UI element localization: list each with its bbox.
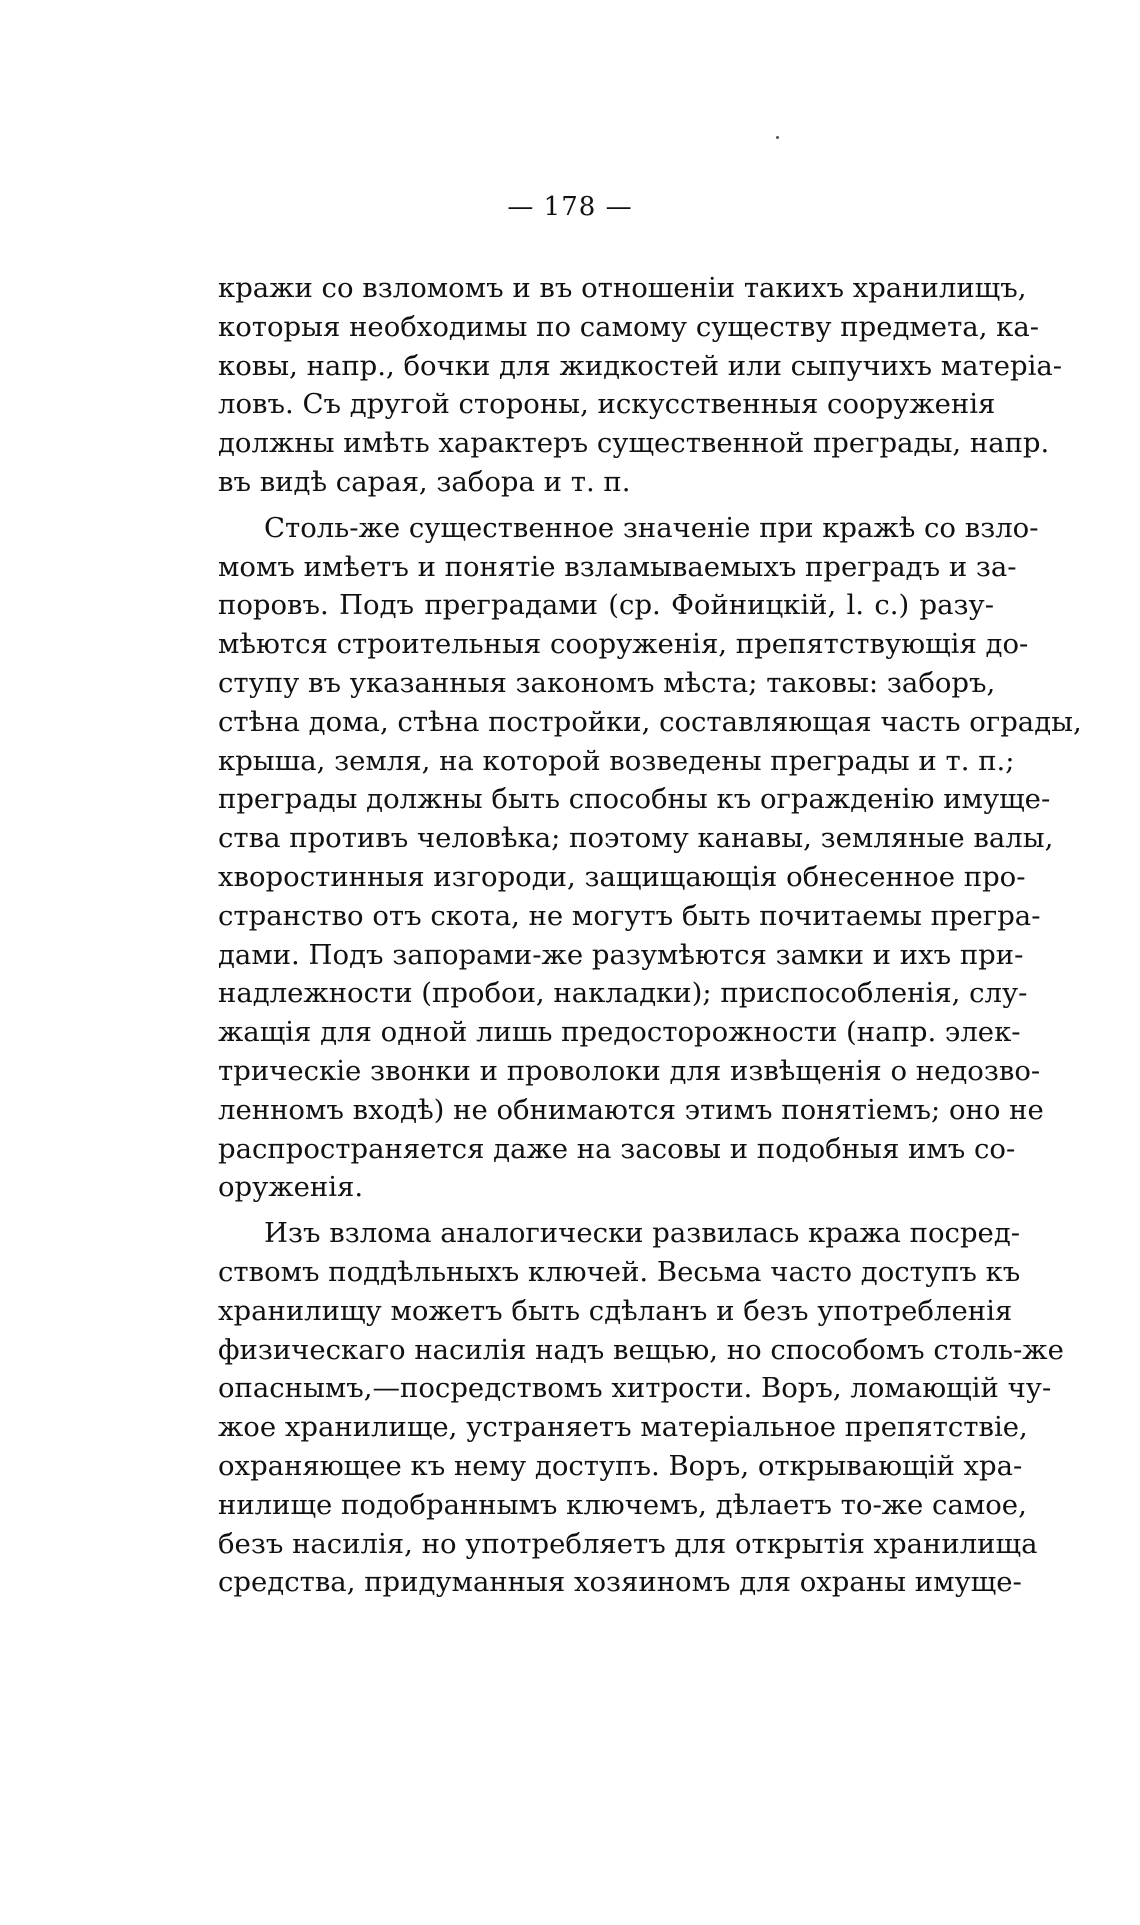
text-line: безъ насилія, но употребляетъ для открытія хранилища: [218, 1527, 1038, 1560]
text-line: которыя необходимы по самому существу предмета, ка-: [218, 310, 1040, 343]
text-line: ленномъ входѣ) не обнимаются этимъ понятіемъ; оно не: [218, 1093, 1044, 1126]
text-line: момъ имѣетъ и понятіе взламываемыхъ преградъ и за-: [218, 550, 1017, 583]
paragraph-3: [218, 1214, 1064, 1602]
text-line: нилище подобраннымъ ключемъ, дѣлаетъ то-же самое,: [218, 1488, 1027, 1521]
text-line: Изъ взлома аналогически развилась кража посред-: [264, 1217, 1021, 1250]
text-line: поровъ. Подъ преградами (ср. Фойницкій, l. c.) разу-: [218, 589, 994, 622]
text-line: хворостинныя изгороди, защищающія обнесенное про-: [218, 860, 1026, 893]
text-line: Столь-же существенное значеніе при кражѣ со взло-: [264, 511, 1039, 544]
text-line: средства, придуманныя хозяиномъ для охраны имуще-: [218, 1566, 1022, 1599]
text-line: преграды должны быть способны къ огражденію имуще-: [218, 783, 1051, 816]
text-line: ступу въ указанныя закономъ мѣста; таковы: заборъ,: [218, 666, 996, 699]
scan-speck: [776, 136, 779, 139]
page-number: — 178 —: [507, 192, 633, 222]
text-line: распространяется даже на засовы и подобныя имъ со-: [218, 1132, 1016, 1165]
text-line: охраняющее къ нему доступъ. Воръ, открывающій хра-: [218, 1449, 1023, 1482]
text-line: дами. Подъ запорами-же разумѣются замки и ихъ при-: [218, 938, 1024, 971]
text-line: крыша, земля, на которой возведены преграды и т. п.;: [218, 744, 1015, 777]
text-line: мѣются строительныя сооруженія, препятствующія до-: [218, 628, 1029, 661]
text-line: оруженія.: [218, 1171, 364, 1204]
text-line: жое хранилище, устраняетъ матеріальное препятствіе,: [218, 1411, 1028, 1444]
text-line: въ видѣ сарая, забора и т. п.: [218, 465, 631, 498]
text-line: странство отъ скота, не могутъ быть почитаемы прегра-: [218, 899, 1041, 932]
text-line: надлежности (пробои, накладки); приспособленія, слу-: [218, 977, 1028, 1010]
text-line: хранилищу можетъ быть сдѣланъ и безъ употребленія: [218, 1294, 1013, 1327]
text-line: физическаго насилія надъ вещью, но способомъ столь-же: [218, 1333, 1064, 1366]
text-line: ковы, напр., бочки для жидкостей или сыпучихъ матеріа-: [218, 349, 1063, 382]
paragraph-1: [218, 269, 1063, 502]
text-line: жащія для одной лишь предосторожности (напр. элек-: [218, 1016, 1021, 1049]
text-line: должны имѣть характеръ существенной преграды, напр.: [218, 427, 1050, 460]
body-text: [218, 269, 1082, 1602]
text-line: ства противъ человѣка; поэтому канавы, земляные валы,: [218, 822, 1054, 855]
text-line: трическіе звонки и проволоки для извѣщенія о недозво-: [218, 1054, 1041, 1087]
paragraph-2: [218, 509, 1082, 1207]
text-line: кражи со взломомъ и въ отношеніи такихъ хранилищъ,: [218, 272, 1027, 304]
text-line: стѣна дома, стѣна постройки, составляющая часть ограды,: [218, 705, 1082, 738]
text-line: опаснымъ,—посредствомъ хитрости. Воръ, ломающій чу-: [218, 1372, 1052, 1405]
text-line: ловъ. Съ другой стороны, искусственныя сооруженія: [218, 388, 996, 421]
text-line: ствомъ поддѣльныхъ ключей. Весьма часто доступъ къ: [218, 1255, 1021, 1288]
